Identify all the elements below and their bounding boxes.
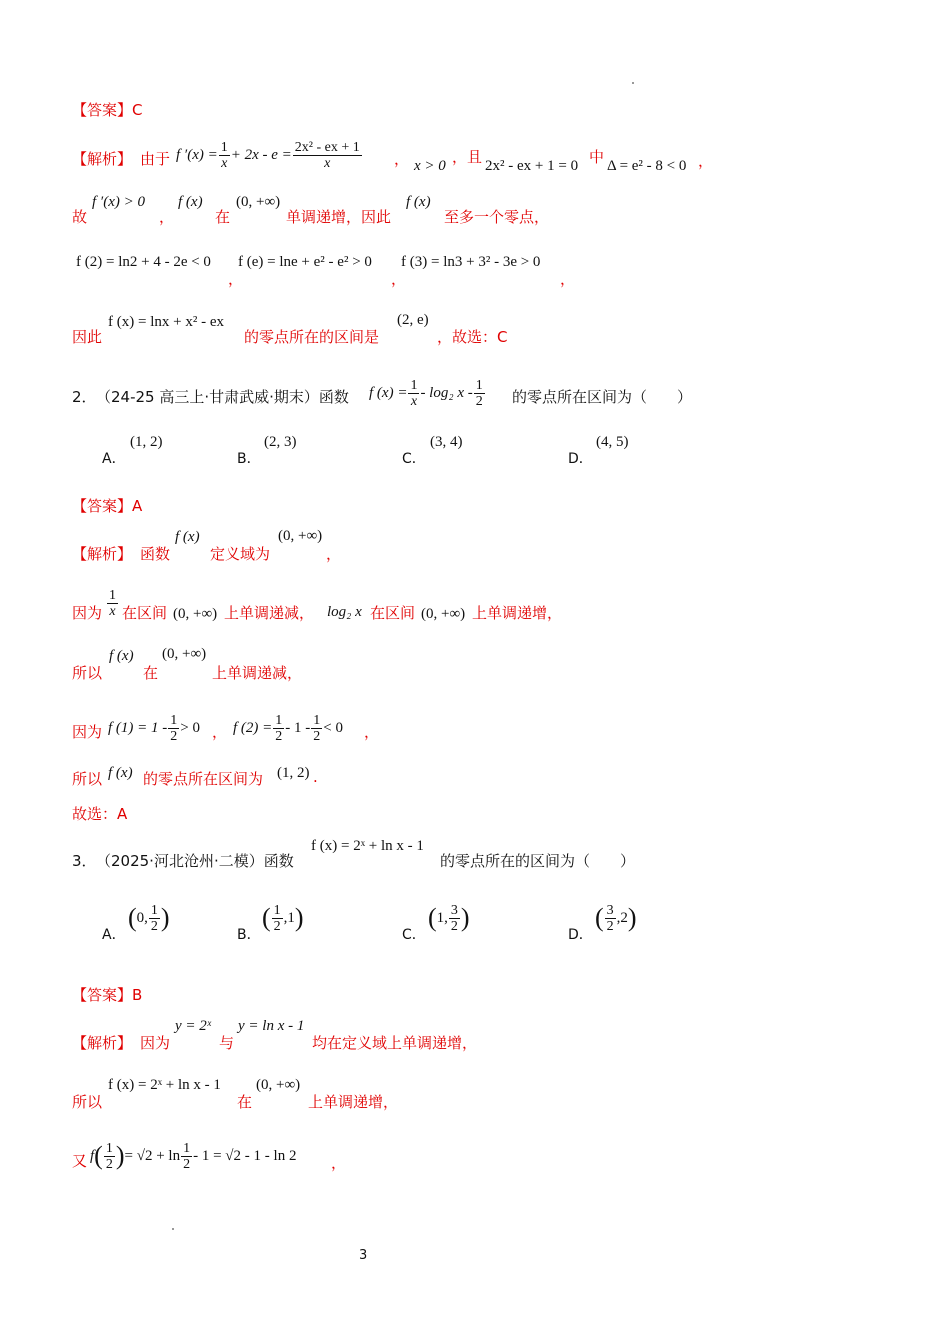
q3-jiexi-label: 【解析】 bbox=[72, 1034, 133, 1052]
q1-f3: f (3) = ln3 + 3² - 3e > 0 bbox=[401, 254, 541, 270]
q2-dec-text: 上单调递减， bbox=[224, 604, 315, 622]
q3-y2: y = ln x - 1 bbox=[238, 1018, 305, 1034]
q1-derivative: f ′(x) = $\frac{1}{x}$ + 2x - e = $\frac{\text{2x² - ex + 1}}{x}$ bbox=[176, 139, 360, 171]
q2-guxuan: 故选：A bbox=[72, 805, 128, 823]
q2-sep: ， bbox=[212, 723, 228, 741]
q2-interval-a: (0, +∞) bbox=[173, 606, 218, 622]
q3-tail: 的零点所在的区间为（ ） bbox=[440, 852, 636, 870]
q2-suoyi2: 所以 bbox=[72, 770, 103, 788]
q3-option-d-label: D． bbox=[568, 927, 593, 943]
q1-answer: 【答案】C bbox=[72, 101, 143, 119]
q3-option-c-label: C． bbox=[402, 927, 426, 943]
q2-interval-c: (0, +∞) bbox=[162, 646, 207, 662]
q2-hanshu: 函数 bbox=[140, 545, 171, 563]
q3-option-c-value: ( 1, $\frac{3}{2}$ ) bbox=[428, 902, 470, 934]
q2-period: . bbox=[313, 768, 318, 786]
q3-option-b-label: B． bbox=[237, 927, 261, 943]
q2-option-b-value: (2, 3) bbox=[264, 434, 297, 450]
q3-number: 3． bbox=[72, 852, 97, 870]
page-number: 3 bbox=[359, 1248, 368, 1263]
q3-y1: y = 2ˣ bbox=[175, 1018, 212, 1034]
q2-domain: (0, +∞) bbox=[278, 528, 323, 544]
q2-option-d-label: D． bbox=[568, 451, 593, 467]
q2-answer: 【答案】A bbox=[72, 497, 143, 515]
q1-fx1: f (x) bbox=[178, 194, 203, 210]
q2-number: 2． bbox=[72, 388, 97, 406]
q1-gu: 故 bbox=[72, 208, 88, 226]
q3-answer: 【答案】B bbox=[72, 986, 143, 1004]
q2-fx: f (x) bbox=[175, 529, 200, 545]
q1-f2: f (2) = ln2 + 4 - 2e < 0 bbox=[76, 254, 211, 270]
q2-function: f (x) = $\frac{1}{x}$ - log₂ x - $\frac{1}{2}$ bbox=[369, 377, 483, 409]
q2-inc-text: 上单调递增， bbox=[472, 604, 563, 622]
q1-sep3: ， bbox=[560, 270, 576, 288]
q3-fdef2: f (x) = 2ˣ + ln x - 1 bbox=[108, 1077, 221, 1093]
q2-yinwei2: 因为 bbox=[72, 723, 103, 741]
scan-dot bbox=[172, 1228, 174, 1230]
q1-youyu: 由于 bbox=[140, 150, 171, 168]
scan-dot bbox=[632, 82, 634, 84]
q3-you: 又 bbox=[72, 1152, 88, 1170]
q2-interval-answer: (1, 2) bbox=[277, 765, 310, 781]
q2-zai: 在 bbox=[143, 664, 159, 682]
q2-option-c-value: (3, 4) bbox=[430, 434, 463, 450]
q2-comma: ， bbox=[326, 545, 342, 563]
q2-in-interval: 在区间 bbox=[122, 604, 168, 622]
q3-option-a-value: ( 0, $\frac{1}{2}$ ) bbox=[128, 902, 170, 934]
q2-in-interval2: 在区间 bbox=[370, 604, 416, 622]
q2-fx-b: f (x) bbox=[109, 648, 134, 664]
q2-source: （24-25 高三上·甘肃武威·期末）函数 bbox=[96, 388, 349, 406]
q1-sep1: ， bbox=[228, 270, 244, 288]
q2-jiexi-label: 【解析】 bbox=[72, 545, 133, 563]
q1-x-positive: x > 0 bbox=[414, 158, 446, 174]
q1-fe: f (e) = lne + e² - e² > 0 bbox=[238, 254, 372, 270]
q1-jiexi-label: 【解析】 bbox=[72, 150, 133, 168]
q2-interval-b: (0, +∞) bbox=[421, 606, 466, 622]
q2-conclude: 的零点所在区间为 bbox=[143, 770, 264, 788]
q3-interval: (0, +∞) bbox=[256, 1077, 301, 1093]
q1-qie: ，且 bbox=[452, 148, 483, 166]
q1-fdef: f (x) = lnx + x² - ex bbox=[108, 314, 224, 330]
q3-suoyi: 所以 bbox=[72, 1093, 103, 1111]
q2-f2: f (2) = $\frac{1}{2}$ - 1 - $\frac{1}{2}$ < 0 bbox=[233, 712, 343, 744]
q1-comma-a: ， bbox=[394, 150, 410, 168]
q2-option-a-value: (1, 2) bbox=[130, 434, 163, 450]
q1-interval1: (0, +∞) bbox=[236, 194, 281, 210]
q2-dec-text2: 上单调递减， bbox=[212, 664, 303, 682]
q1-guxuan: ，故选：C bbox=[437, 328, 508, 346]
q1-delta: Δ = e² - 8 < 0 bbox=[607, 158, 687, 174]
q3-function: f (x) = 2ˣ + ln x - 1 bbox=[311, 838, 424, 854]
q2-option-a-label: A． bbox=[102, 451, 126, 467]
q1-yinci: 因此 bbox=[72, 328, 103, 346]
q2-dingyiyu: 定义域为 bbox=[210, 545, 271, 563]
q2-tail: 的零点所在区间为（ ） bbox=[512, 388, 693, 406]
q3-option-d-value: ( $\frac{3}{2}$ ,2 ) bbox=[595, 902, 637, 934]
q2-comma2: ， bbox=[364, 723, 380, 741]
q1-interval-answer: (2, e) bbox=[397, 312, 429, 328]
q1-dandiao: 单调递增，因此 bbox=[286, 208, 392, 226]
q2-option-d-value: (4, 5) bbox=[596, 434, 629, 450]
q3-inc: 上单调递增， bbox=[308, 1093, 399, 1111]
q3-comma: ， bbox=[331, 1154, 347, 1172]
q1-zhong: 中 bbox=[589, 148, 605, 166]
q1-fprime-positive: f ′(x) > 0 bbox=[92, 194, 145, 210]
q3-option-a-label: A． bbox=[102, 927, 126, 943]
q3-yu: 与 bbox=[219, 1034, 235, 1052]
q1-quadratic: 2x² - ex + 1 = 0 bbox=[485, 158, 579, 174]
q3-option-b-value: ( $\frac{1}{2}$ ,1 ) bbox=[262, 902, 304, 934]
q2-option-b-label: B． bbox=[237, 451, 261, 467]
q2-fx-c: f (x) bbox=[108, 765, 133, 781]
q1-fx2: f (x) bbox=[406, 194, 431, 210]
q1-sep2: ， bbox=[391, 270, 407, 288]
q2-one-over-x: $\frac{1}{x}$ bbox=[109, 588, 116, 619]
q2-yinwei: 因为 bbox=[72, 604, 103, 622]
q1-zhiduo: 至多一个零点， bbox=[444, 208, 550, 226]
q3-jun: 均在定义域上单调递增， bbox=[312, 1034, 478, 1052]
q3-yinwei: 因为 bbox=[140, 1034, 171, 1052]
q3-zai: 在 bbox=[237, 1093, 253, 1111]
q3-f-half: f ( $\frac{1}{2}$ ) = √2 + ln $\frac{1}{2}$ - 1 = √2 - 1 - ln 2 bbox=[90, 1140, 297, 1172]
q2-suoyi: 所以 bbox=[72, 664, 103, 682]
q3-source: （2025·河北沧州·二模）函数 bbox=[96, 852, 294, 870]
q1-lingdian: 的零点所在的区间是 bbox=[244, 328, 380, 346]
q2-option-c-label: C． bbox=[402, 451, 426, 467]
q1-zai: 在 bbox=[215, 208, 231, 226]
q1-comma-b: ， bbox=[698, 152, 714, 170]
q2-f1: f (1) = 1 - $\frac{1}{2}$ > 0 bbox=[108, 712, 200, 744]
q1-comma-c: ， bbox=[159, 208, 175, 226]
q2-log2x: log₂ x bbox=[327, 604, 362, 620]
